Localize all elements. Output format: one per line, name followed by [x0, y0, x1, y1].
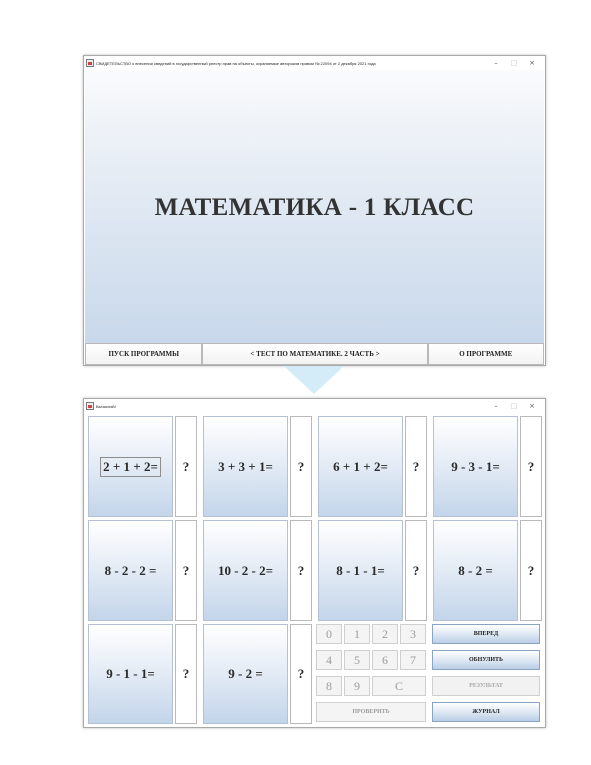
keypad-clear-key[interactable]: C — [372, 676, 426, 696]
problem-expression: 8 - 2 = — [458, 562, 493, 578]
keypad-key-6[interactable]: 6 — [372, 650, 398, 670]
result-button[interactable]: РЕЗУЛЬТАТ — [432, 676, 540, 696]
problem-card[interactable] — [318, 520, 403, 621]
minimize-icon[interactable]: – — [494, 402, 498, 410]
keypad-key-4[interactable]: 4 — [316, 650, 342, 670]
problem-card[interactable] — [203, 416, 288, 517]
main-window-titlebar[interactable] — [84, 56, 545, 70]
close-icon[interactable]: × — [529, 59, 535, 67]
answer-field[interactable]: ? — [290, 416, 312, 517]
problem-card[interactable] — [433, 416, 518, 517]
start-program-button[interactable]: ПУСК ПРОГРАММЫ — [85, 343, 202, 365]
calc-window-titlebar[interactable] — [84, 399, 545, 413]
keypad-key-0[interactable]: 0 — [316, 624, 342, 644]
problem-expression: 8 - 2 - 2 = — [104, 562, 157, 578]
answer-field[interactable]: ? — [290, 520, 312, 621]
problem-expression: 10 - 2 - 2= — [217, 562, 274, 578]
answer-field[interactable]: ? — [520, 416, 542, 517]
problem-expression: 2 + 1 + 2= — [100, 457, 161, 477]
problem-expression: 9 - 3 - 1= — [451, 458, 500, 474]
keypad-key-7[interactable]: 7 — [400, 650, 426, 670]
problem-card[interactable] — [88, 416, 173, 517]
problem-card[interactable] — [318, 416, 403, 517]
maximize-icon: □ — [510, 402, 518, 410]
reset-button[interactable]: ОБНУЛИТЬ — [432, 650, 540, 670]
problem-card[interactable] — [88, 624, 173, 724]
keypad-key-5[interactable]: 5 — [344, 650, 370, 670]
problem-expression: 6 + 1 + 2= — [333, 458, 388, 474]
answer-field[interactable]: ? — [405, 416, 427, 517]
answer-field[interactable]: ? — [520, 520, 542, 621]
answer-field[interactable]: ? — [175, 416, 197, 517]
keypad-key-1[interactable]: 1 — [344, 624, 370, 644]
math-test-button[interactable]: < ТЕСТ ПО МАТЕМАТИКЕ. 2 ЧАСТЬ > — [202, 343, 427, 365]
problem-card[interactable] — [88, 520, 173, 621]
problems-grid — [84, 413, 545, 727]
down-arrow-icon — [284, 366, 344, 394]
keypad-key-9[interactable]: 9 — [344, 676, 370, 696]
title-banner — [85, 70, 544, 343]
problem-card[interactable] — [433, 520, 518, 621]
app-icon — [86, 402, 94, 410]
close-icon[interactable]: × — [529, 402, 535, 410]
banner-title: МАТЕМАТИКА - 1 КЛАСС — [154, 193, 475, 221]
check-button[interactable]: ПРОВЕРИТЬ — [316, 702, 426, 722]
minimize-icon[interactable]: – — [494, 59, 498, 67]
about-button[interactable]: О ПРОГРАММЕ — [428, 343, 545, 365]
answer-field[interactable]: ? — [405, 520, 427, 621]
app-icon — [86, 59, 94, 67]
problem-expression: 8 - 1 - 1= — [336, 562, 385, 578]
maximize-icon: □ — [510, 59, 518, 67]
answer-field[interactable]: ? — [175, 520, 197, 621]
journal-button[interactable]: ЖУРНАЛ — [432, 702, 540, 722]
problem-expression: 9 - 1 - 1= — [106, 666, 155, 681]
problem-expression: 9 - 2 = — [228, 666, 263, 681]
keypad-key-3[interactable]: 3 — [400, 624, 426, 644]
problem-card[interactable] — [203, 624, 288, 724]
calc-window — [83, 398, 546, 728]
keypad-key-8[interactable]: 8 — [316, 676, 342, 696]
calc-window-title: Вычисляй! — [96, 403, 116, 409]
problem-card[interactable] — [203, 520, 288, 621]
bottom-button-bar — [85, 343, 544, 365]
answer-field[interactable]: ? — [175, 624, 197, 724]
forward-button[interactable]: ВПЕРЕД — [432, 624, 540, 644]
main-window-title: СВИДЕТЕЛЬСТВО о внесении сведений в государственный реестр прав на объекты, охраняемые авторским правом № 22094 от 2 декабря 2021 года — [96, 60, 376, 66]
keypad-key-2[interactable]: 2 — [372, 624, 398, 644]
answer-field[interactable]: ? — [290, 624, 312, 724]
problem-expression: 3 + 3 + 1= — [218, 458, 273, 474]
main-window — [83, 55, 546, 366]
